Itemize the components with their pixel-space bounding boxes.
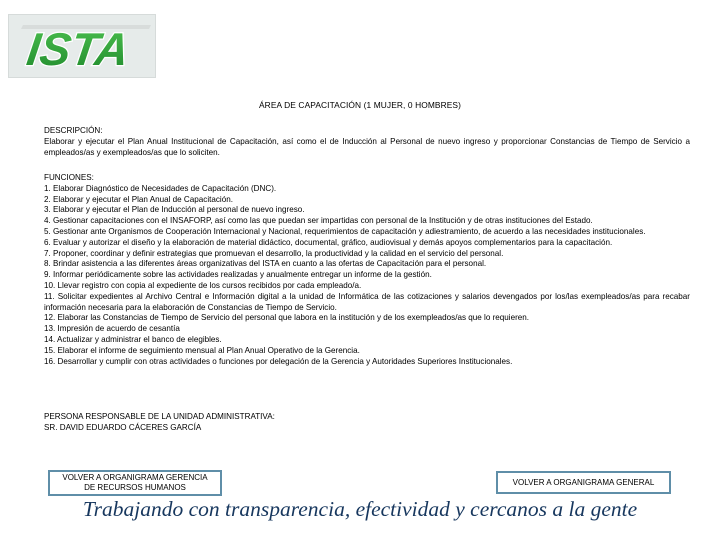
function-item: 16. Desarrollar y cumplir con otras actividades o funciones por delegación de la Gerencia y Autoridades Superiores Institucionales. — [44, 356, 513, 366]
description-heading: DESCRIPCIÓN: — [44, 126, 103, 135]
function-item: 5. Gestionar ante Organismos de Cooperación Internacional y Nacional, requerimientos de capacitación y adiestramiento, de acuerdo a las necesidades institucionales. — [44, 226, 646, 236]
function-item: 13. Impresión de acuerdo de cesantía — [44, 324, 180, 334]
ista-logo — [8, 14, 156, 78]
function-item: 14. Actualizar y administrar el banco de elegibles. — [44, 334, 222, 344]
function-item: 1. Elaborar Diagnóstico de Necesidades de Capacitación (DNC). — [44, 183, 277, 193]
ista-logo-graphic — [9, 15, 155, 77]
responsible-heading: PERSONA RESPONSABLE DE LA UNIDAD ADMINISTRATIVA: — [44, 412, 275, 421]
description-text: Elaborar y ejecutar el Plan Anual Institucional de Capacitación, así como el de Inducción al Personal de nuevo ingreso y proporcionar Constancias de Tiempo de Servicio a empleados/as y exempleados/as que lo soliciten. — [44, 136, 690, 157]
functions-section — [44, 173, 690, 367]
description-section — [44, 126, 690, 158]
function-item: 4. Gestionar capacitaciones con el INSAFORP, así como las que puedan ser impartidas con personal de la Institución y de otras instituciones del Estado. — [44, 216, 593, 226]
back-to-general-org-chart-label: VOLVER A ORGANIGRAMA GENERAL — [512, 477, 655, 487]
function-item: 8. Brindar asistencia a las diferentes áreas organizativas del ISTA en cuanto a las ofertas de Capacitación para el personal. — [44, 259, 487, 269]
responsible-name: SR. DAVID EDUARDO CÁCERES GARCÍA — [44, 422, 202, 432]
svg-text:ISTA: ISTA — [23, 23, 133, 75]
function-item: 6. Evaluar y autorizar el diseño y la elaboración de material didáctico, documental, gráfico, audiovisual y demás apoyos complementarios para la capacitación. — [44, 237, 613, 247]
function-item: 12. Elaborar las Constancias de Tiempo de Servicio del personal que labora en la institución y de los exempleados/as que lo requieren. — [44, 313, 530, 323]
function-item: 15. Elaborar el informe de seguimiento mensual al Plan Anual Operativo de la Gerencia. — [44, 345, 360, 355]
functions-heading: FUNCIONES: — [44, 173, 94, 182]
back-to-hr-org-chart-label-line1: VOLVER A ORGANIGRAMA GERENCIA — [62, 473, 208, 482]
function-item: 7. Proponer, coordinar y definir estrategias que promuevan el desarrollo, la productividad y la calidad en el servicio del personal. — [44, 248, 504, 258]
function-item: 3. Elaborar y ejecutar el Plan de Inducción al personal de nuevo ingreso. — [44, 205, 305, 215]
responsible-section — [44, 412, 690, 434]
function-item: 9. Informar periódicamente sobre las actividades realizadas y anualmente entregar un informe de la gestión. — [44, 270, 432, 280]
back-to-hr-org-chart-button[interactable] — [48, 470, 222, 496]
function-item: 2. Elaborar y ejecutar el Plan Anual de Capacitación. — [44, 194, 233, 204]
function-item: 10. Llevar registro con copia al expediente de los cursos recibidos por cada empleado/a. — [44, 280, 362, 290]
function-item: 11. Solicitar expedientes al Archivo Central e Información digital a la unidad de Informática de las cotizaciones y salarios devengados por los/las exempleados/as para recabar información necesaria para la elaboración de Constancias de Tiempo de Servicio. — [44, 291, 690, 312]
slogan: Trabajando con transparencia, efectividad y cercanos a la gente — [82, 497, 638, 521]
back-to-general-org-chart-button[interactable] — [496, 471, 671, 494]
section-title: ÁREA DE CAPACITACIÓN (1 MUJER, 0 HOMBRES) — [258, 100, 462, 110]
back-to-hr-org-chart-label-line2: DE RECURSOS HUMANOS — [84, 483, 186, 492]
